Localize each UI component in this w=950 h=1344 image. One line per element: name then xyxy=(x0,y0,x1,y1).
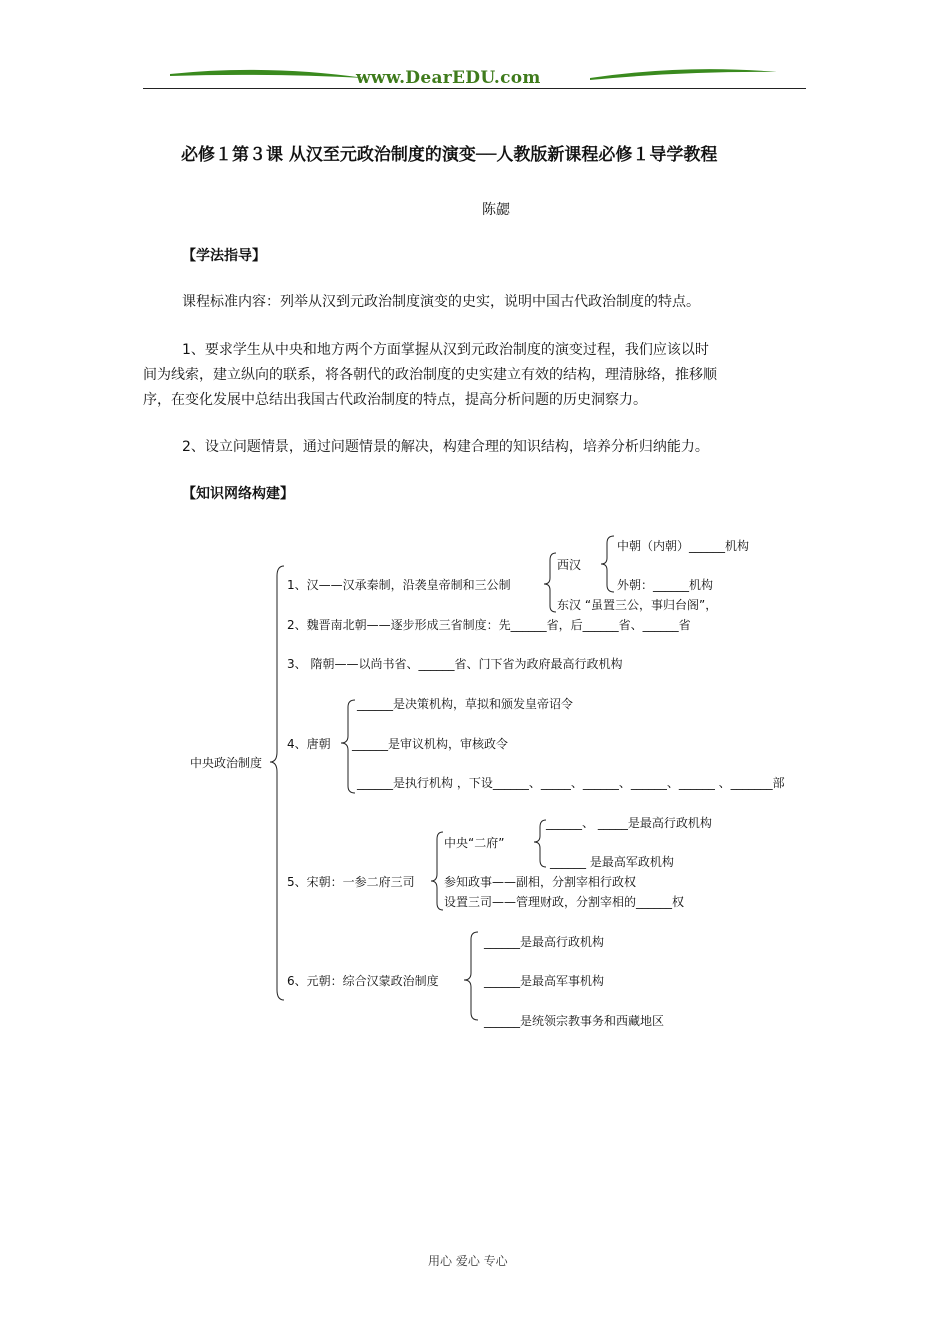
paragraph-1-line-3: 序，在变化发展中总结出我国古代政治制度的特点，提高分析问题的历史洞察力。 xyxy=(143,392,647,408)
diagram-song-erfu: 中央“二府” xyxy=(444,836,505,850)
brace-han xyxy=(544,553,556,612)
site-logo-text: www.DearEDU.com xyxy=(356,68,541,88)
brace-yuan xyxy=(464,932,478,1020)
diagram-tang-label: 4、唐朝 xyxy=(287,737,331,751)
paragraph-1-line-1: 1、要求学生从中央和地方两个方面掌握从汉到元政治制度的演变过程，我们应该以时 xyxy=(182,342,709,358)
diagram-zhongchao: 中朝（内朝）______机构 xyxy=(617,539,750,553)
diagram-song-sansi: 设置三司——管理财政，分割宰相的______权 xyxy=(444,895,685,909)
diagram-yuan-2: ______是最高军事机构 xyxy=(484,974,605,988)
diagram-sui: 3、 隋朝——以尚书省、______省、门下省为政府最高行政机构 xyxy=(287,657,623,671)
diagram-tang-3: ______是执行机构 ，下设______、_____、______、______、______ 、_______部 xyxy=(357,776,785,790)
diagram-waichao: 外朝：______机构 xyxy=(617,578,714,592)
diagram-root-label: 中央政治制度 xyxy=(190,756,263,770)
section-heading-method: 【学法指导】 xyxy=(182,248,266,264)
document-title: 必修１第３课 从汉至元政治制度的演变──人教版新课程必修１导学教程 xyxy=(181,145,718,165)
brace-song-erfu xyxy=(534,820,546,867)
diagram-song-canzhi: 参知政事——副相，分割宰相行政权 xyxy=(444,875,637,889)
diagram-weijin: 2、魏晋南北朝——逐步形成三省制度：先______省，后______省、______省 xyxy=(287,618,691,632)
paragraph-standard: 课程标准内容：列举从汉到元政治制度演变的史实，说明中国古代政治制度的特点。 xyxy=(182,294,700,310)
diagram-song-erfu-2: ______ 是最高军政机构 xyxy=(550,855,674,869)
paragraph-2: 2、设立问题情景，通过问题情景的解决，构建合理的知识结构，培养分析归纳能力。 xyxy=(182,439,709,455)
section-heading-knowledge: 【知识网络构建】 xyxy=(182,486,294,502)
diagram-yuan-label: 6、元朝：综合汉蒙政治制度 xyxy=(287,974,439,988)
brace-xihan xyxy=(601,536,614,592)
diagram-yuan-3: ______是统领宗教事务和西藏地区 xyxy=(484,1014,665,1028)
diagram-yuan-1: ______是最高行政机构 xyxy=(484,935,605,949)
diagram-song-erfu-1: ______、 _____是最高行政机构 xyxy=(546,816,712,830)
author-name: 陈勰 xyxy=(482,202,510,218)
brace-main xyxy=(270,566,284,1000)
diagram-xihan: 西汉 xyxy=(557,558,582,572)
diagram-donghan: 东汉 “虽置三公，事归台阁”， xyxy=(557,598,718,612)
brace-song xyxy=(431,832,443,910)
diagram-han: 1、汉——汉承秦制，沿袭皇帝制和三公制 xyxy=(287,578,511,592)
diagram-tang-1: ______是决策机构，草拟和颁发皇帝诏令 xyxy=(357,697,574,711)
page-footer: 用心 爱心 专心 xyxy=(428,1254,508,1268)
paragraph-1-line-2: 间为线索，建立纵向的联系，将各朝代的政治制度的史实建立有效的结构，理清脉络，推移顺 xyxy=(143,367,717,383)
diagram-song-label: 5、宋朝：一参二府三司 xyxy=(287,875,415,889)
diagram-tang-2: ______是审议机构，审核政令 xyxy=(352,737,509,751)
